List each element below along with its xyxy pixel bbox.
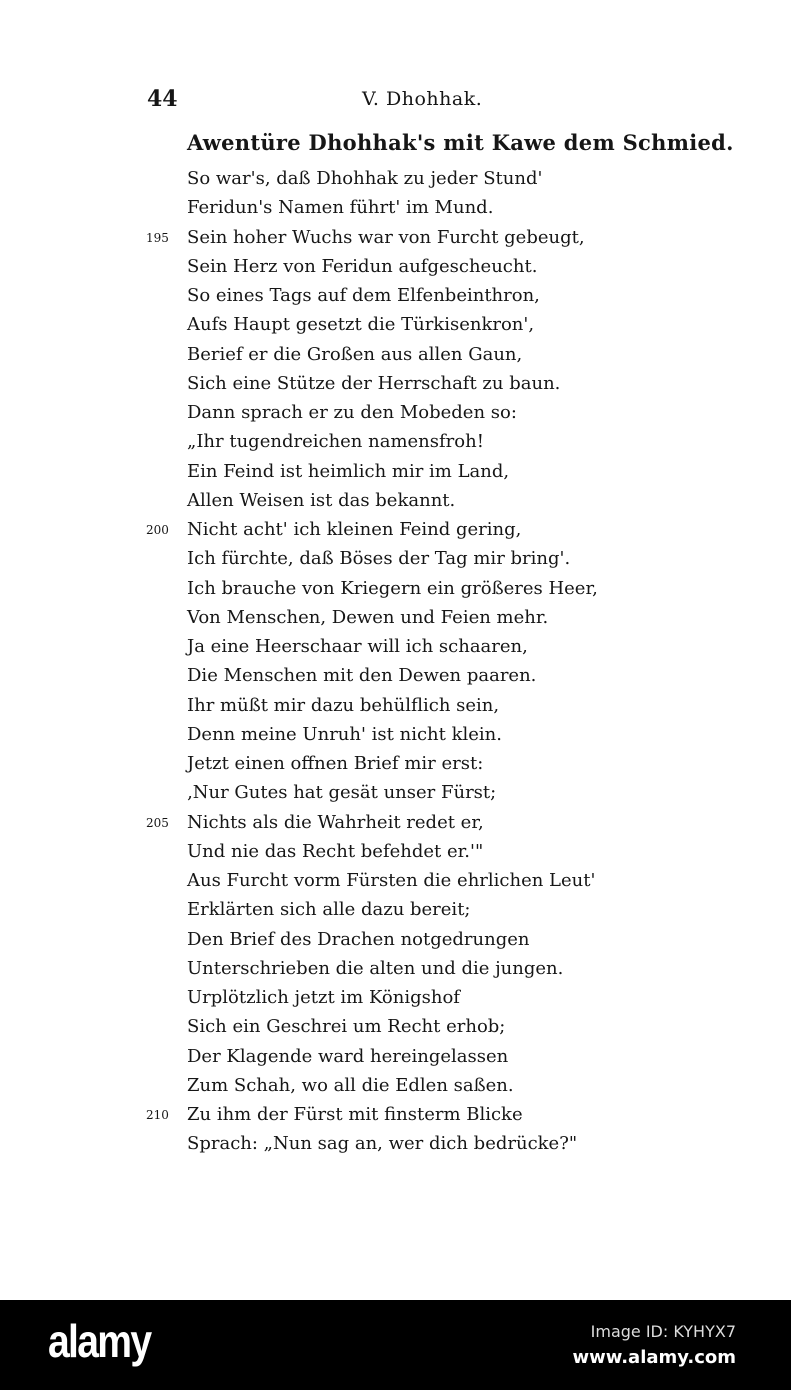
verse-text: Dann sprach er zu den Mobeden so: xyxy=(187,402,517,423)
verse-text: Ein Feind ist heimlich mir im Land, xyxy=(187,460,510,482)
verse-text: Den Brief des Drachen notgedrungen xyxy=(187,928,530,950)
verse-line xyxy=(0,223,791,252)
verse-text: Ich fürchte, daß Böses der Tag mir bring'. xyxy=(187,548,571,570)
verse-text: Der Klagende ward hereingelassen xyxy=(187,1045,509,1067)
alamy-logo: alamy xyxy=(48,1315,151,1367)
verse-line xyxy=(0,515,791,544)
verse-line xyxy=(0,486,791,515)
verse-line xyxy=(0,691,791,720)
verse-block xyxy=(0,164,791,1159)
verse-line xyxy=(0,281,791,310)
verse-text: „Ihr tugendreichen namensfroh! xyxy=(187,431,484,453)
verse-text: Unterschrieben die alten und die jungen. xyxy=(187,957,564,979)
verse-line xyxy=(0,427,791,456)
verse-text: Berief er die Großen aus allen Gaun, xyxy=(187,343,523,365)
verse-text: Feridun's Namen führt' im Mund. xyxy=(187,197,494,219)
verse-line xyxy=(0,808,791,837)
verse-text: ‚Nur Gutes hat gesät unser Fürst; xyxy=(187,782,497,804)
verse-line xyxy=(0,193,791,222)
verse-text: Zu ihm der Fürst mit finsterm Blicke xyxy=(187,1104,523,1125)
verse-text: Und nie das Recht befehdet er.'" xyxy=(187,840,484,862)
verse-text: Ich brauche von Kriegern ein größeres Heer, xyxy=(187,577,598,599)
verse-line xyxy=(0,1071,791,1100)
verse-text: Sein hoher Wuchs war von Furcht gebeugt, xyxy=(187,226,585,248)
verse-line xyxy=(0,778,791,807)
website-link[interactable]: www.alamy.com xyxy=(572,1347,736,1368)
verse-text: Sich eine Stütze der Herrschaft zu baun. xyxy=(187,372,561,394)
verse-text: Ihr müßt mir dazu behülflich sein, xyxy=(187,694,500,716)
verse-line xyxy=(0,866,791,895)
verse-line xyxy=(0,164,791,193)
image-id: Image ID: KYHYX7 xyxy=(590,1322,736,1341)
verse-text: Die Menschen mit den Dewen paaren. xyxy=(187,665,537,687)
verse-line xyxy=(0,603,791,632)
line-number: 210 xyxy=(146,1108,169,1122)
verse-line xyxy=(0,661,791,690)
verse-line xyxy=(0,720,791,749)
verse-line xyxy=(0,632,791,661)
verse-line xyxy=(0,398,791,427)
page-number: 44 xyxy=(147,86,178,112)
verse-line xyxy=(0,837,791,866)
verse-text: Jetzt einen offnen Brief mir erst: xyxy=(187,753,484,774)
verse-line xyxy=(0,1100,791,1129)
verse-line xyxy=(0,574,791,603)
verse-text: Sich ein Geschrei um Recht erhob; xyxy=(187,1016,506,1038)
verse-line xyxy=(0,544,791,573)
line-number: 195 xyxy=(146,230,169,245)
line-number: 200 xyxy=(146,523,169,537)
running-head: V. Dhohhak. xyxy=(362,88,483,110)
verse-text: Ja eine Heerschaar will ich schaaren, xyxy=(187,636,528,657)
verse-line xyxy=(0,1012,791,1041)
verse-line xyxy=(0,252,791,281)
verse-text: Sein Herz von Feridun aufgescheucht. xyxy=(187,255,538,277)
verse-text: Nichts als die Wahrheit redet er, xyxy=(187,811,484,833)
verse-text: Allen Weisen ist das bekannt. xyxy=(187,489,456,511)
verse-text: Urplötzlich jetzt im Königshof xyxy=(187,987,460,1008)
verse-line xyxy=(0,457,791,486)
verse-line xyxy=(0,369,791,398)
poem-section-title: Awentüre Dhohhak's mit Kawe dem Schmied. xyxy=(187,130,734,155)
verse-line xyxy=(0,1042,791,1071)
verse-line xyxy=(0,340,791,369)
verse-line xyxy=(0,925,791,954)
verse-text: Von Menschen, Dewen und Feien mehr. xyxy=(187,606,549,628)
verse-line xyxy=(0,954,791,983)
verse-text: So war's, daß Dhohhak zu jeder Stund' xyxy=(187,168,543,189)
verse-text: Erklärten sich alle dazu bereit; xyxy=(187,899,471,921)
verse-text: Zum Schah, wo all die Edlen saßen. xyxy=(187,1074,514,1096)
verse-text: Denn meine Unruh' ist nicht klein. xyxy=(187,723,502,745)
verse-text: Aufs Haupt gesetzt die Türkisenkron', xyxy=(187,314,535,336)
verse-line xyxy=(0,1129,791,1158)
verse-line xyxy=(0,983,791,1012)
verse-text: Aus Furcht vorm Fürsten die ehrlichen Leut' xyxy=(187,870,596,891)
watermark-footer xyxy=(0,1300,791,1390)
verse-text: Sprach: „Nun sag an, wer dich bedrücke?" xyxy=(187,1133,578,1155)
verse-line xyxy=(0,895,791,924)
verse-line xyxy=(0,749,791,778)
verse-text: So eines Tags auf dem Elfenbeinthron, xyxy=(187,285,540,306)
line-number: 205 xyxy=(146,815,169,830)
verse-line xyxy=(0,310,791,339)
verse-text: Nicht acht' ich kleinen Feind gering, xyxy=(187,519,522,540)
